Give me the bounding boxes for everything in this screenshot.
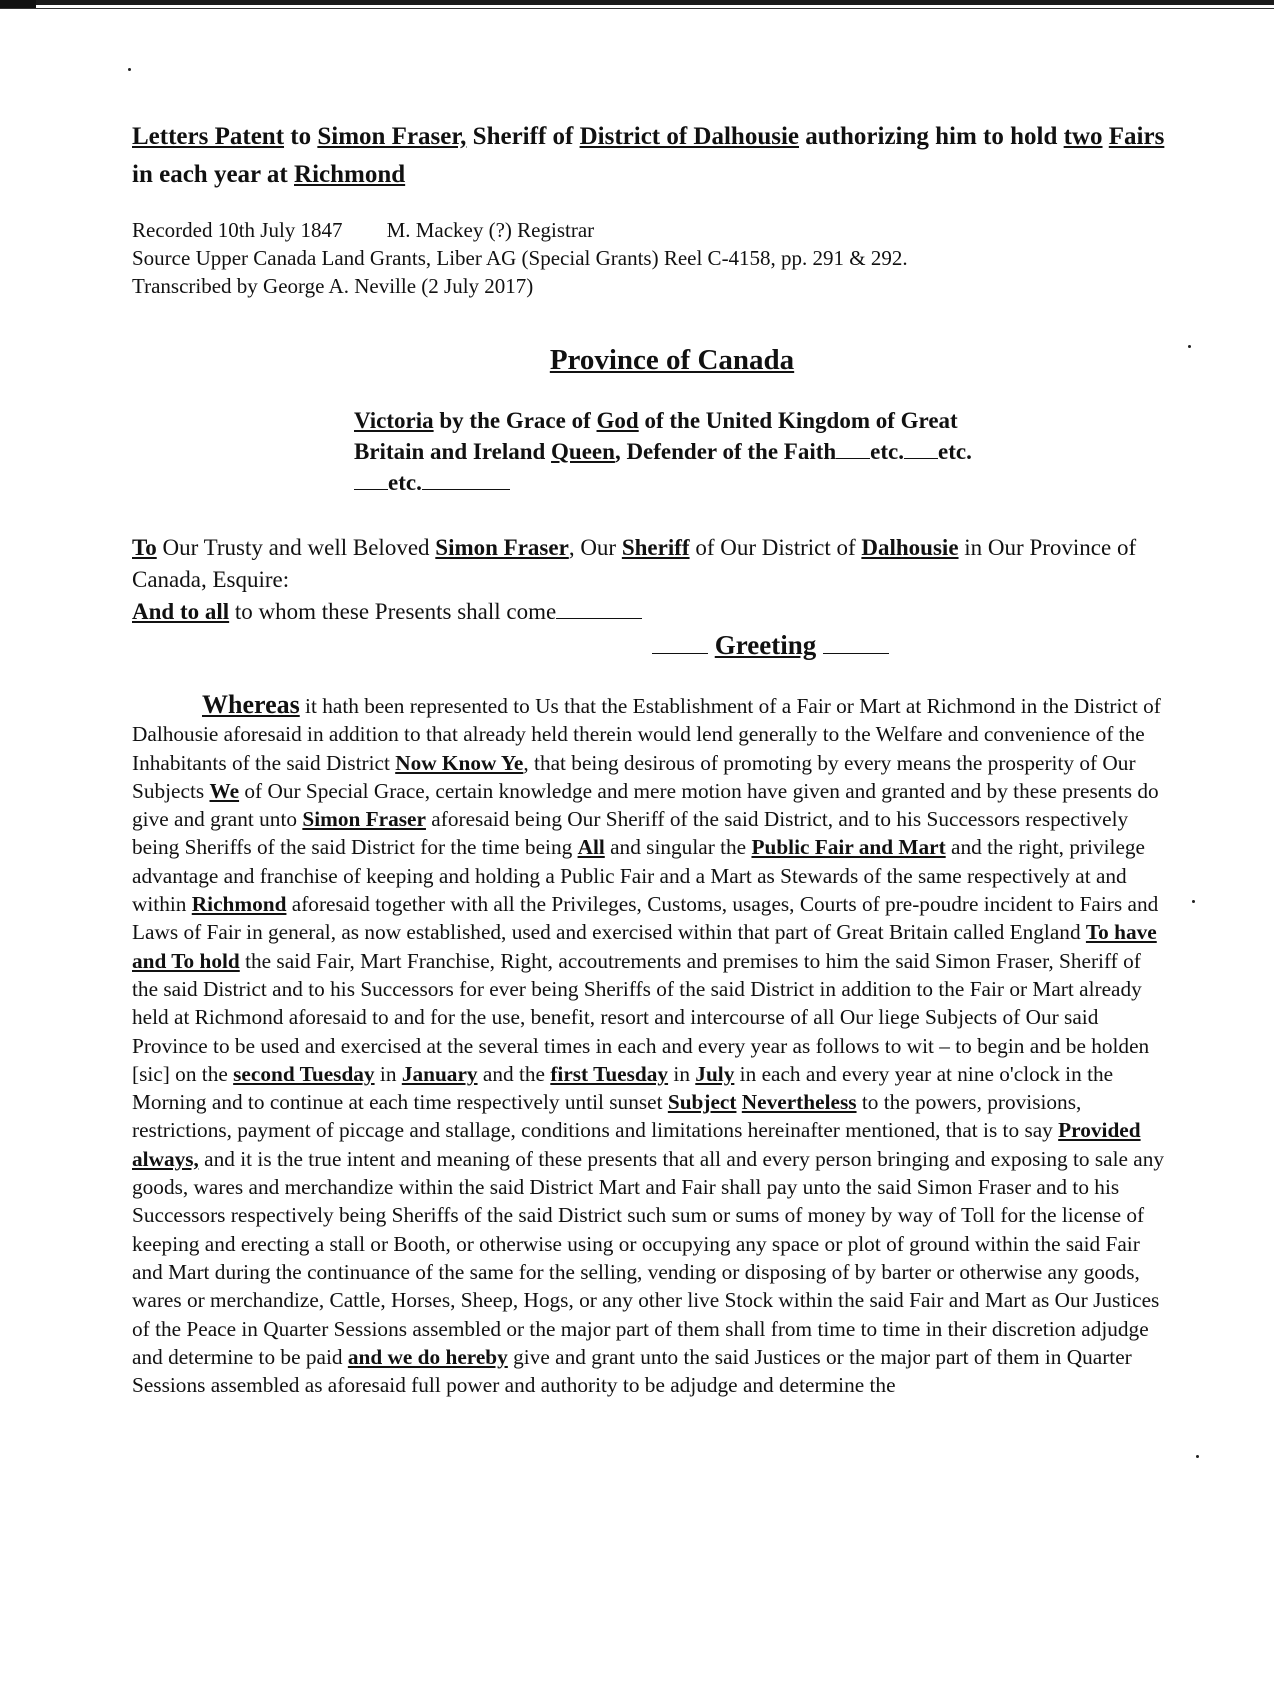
scan-corner-mark [0, 0, 36, 8]
body-emphasis: We [209, 778, 240, 803]
source-line: Source Upper Canada Land Grants, Liber AG (Special Grants) Reel C-4158, pp. 291 & 292. [132, 246, 908, 270]
body-text: and the [477, 1061, 551, 1086]
title-text: in each year at [132, 161, 295, 188]
title-text: to [284, 123, 318, 150]
document-title [132, 118, 1172, 194]
body-emphasis: Now Know Ye [395, 750, 524, 775]
registrar: M. Mackey (?) Registrar [386, 218, 595, 242]
body-emphasis: January [401, 1061, 478, 1086]
address-text: in Our Province of Canada, Esquire: [132, 535, 1137, 592]
body-emphasis: Provided always, [132, 1118, 1141, 1171]
title-text: Sheriff of [466, 123, 580, 150]
body-emphasis: Public Fair and Mart [751, 835, 946, 860]
title-term: two [1063, 123, 1103, 150]
scan-speck [1196, 1455, 1199, 1458]
province-heading: Province of Canada [549, 344, 795, 376]
address-term: Dalhousie [861, 535, 959, 560]
body-text: to the powers, provisions, restrictions, payment of piccage and stallage, conditions and limitations hereinafter mentioned, that is to say [132, 1090, 1082, 1143]
body-emphasis: Subject [667, 1090, 737, 1115]
body-text: and it is the true intent and meaning of these presents that all and every person bringing and exposing to sale any goods, wares and merchandize within the said District Mart and Fair shall pay unto the said Simon Fraser and to his Successors respectively being Sheriffs of the said District such sum or sums of money by way of Toll for the license of keeping and erecting a stall or Booth, or otherwise using or occupying any space or plot of ground within the said Fair and Mart during the continuance of the same for the selling, vending or disposing of by barter or otherwise any goods, wares or merchandize, Cattle, Horses, Sheep, Hogs, or any other live Stock within the said Fair and Mart as Our Justices of the Peace in Quarter Sessions assembled or the major part of them shall from time to time in their discretion adjudge and determine to be paid [132, 1146, 1165, 1369]
style-text: by the Grace of [433, 408, 597, 433]
transcriber-line: Transcribed by George A. Neville (2 July 2017) [132, 274, 534, 298]
body-text: of Our Special Grace, certain knowledge and mere motion have given and granted and by these presents do give and grant unto [132, 778, 1159, 832]
body-text: the said Fair, Mart Franchise, Right, accoutrements and premises to him the said Simon Fraser, Sheriff of the said District and to his Successors for ever being Sheriffs of the said District in addition to the Fair or Mart already held at Richmond aforesaid to and for the use, benefit, resort and intercourse of all Our liege Subjects of Our said Province to be used and exercised at the several times in each and every year as follows to wit – to begin and be holden [sic] on the [132, 948, 1150, 1086]
etc-text: etc. [388, 470, 422, 495]
body-text: aforesaid together with all the Privileges, Customs, usages, Courts of pre-poudre incident to Fairs and Laws of Fair in general, as now established, used and exercised within that part of Great Britain called England [132, 892, 1159, 945]
body-emphasis: Whereas [202, 690, 300, 719]
address-term: To [132, 535, 157, 560]
patent-body-text [132, 691, 1172, 1399]
body-emphasis: All [577, 835, 605, 860]
style-term: God [596, 408, 639, 433]
address-term: Sheriff [621, 535, 690, 560]
body-text: give and grant unto the said Justices or the major part of them in Quarter Sessions assembled as aforesaid full power and authority to be adjudge and determine the [132, 1344, 1132, 1398]
scan-speck [1188, 345, 1191, 348]
rule-blank [836, 457, 870, 459]
greeting-line [652, 630, 1172, 661]
body-text: in [668, 1061, 696, 1086]
salutation-address [132, 532, 1172, 628]
document-page [132, 118, 1172, 1399]
recorded-date: Recorded 10th July 1847 [132, 218, 343, 242]
style-text: , Defender of the Faith [614, 439, 837, 464]
title-term: Simon Fraser, [317, 123, 467, 150]
scan-top-edge [0, 0, 1274, 10]
body-emphasis: Nevertheless [741, 1090, 857, 1115]
body-emphasis: To have and To hold [132, 920, 1157, 973]
style-text: of the United Kingdom of Great Britain and Ireland [354, 408, 958, 464]
body-text: it hath been represented to Us that the Establishment of a Fair or Mart at Richmond in the District of Dalhousie aforesaid in addition to that already held therein would lend generally to the Welfare and convenience of the Inhabitants of the said District [132, 694, 1161, 775]
address-text: , Our [568, 535, 622, 560]
body-text: aforesaid being Our Sheriff of the said District, and to his Successors respectively being Sheriffs of the said District for the time being [132, 807, 1129, 860]
rule-blank [652, 652, 708, 654]
body-text: in [374, 1061, 402, 1086]
record-metadata [132, 216, 1172, 300]
title-text: authorizing him to hold [799, 123, 1064, 150]
body-text: in each and every year at nine o'clock in the Morning and to continue at each time respectively until sunset [132, 1061, 1114, 1115]
body-emphasis: first Tuesday [550, 1061, 669, 1086]
recorded-line [132, 216, 1172, 244]
scan-speck [128, 68, 131, 71]
body-text: and singular the [604, 835, 752, 860]
address-term: And to all [132, 599, 230, 624]
rule-blank [354, 488, 388, 490]
body-emphasis: and we do hereby [347, 1344, 508, 1369]
address-text: of Our District of [689, 535, 862, 560]
body-text: and the right, privilege advantage and franchise of keeping and holding a Public Fair and a Mart as Stewards of the same respectively at and within [132, 835, 1146, 917]
style-term: Victoria [354, 408, 434, 433]
rule-blank [904, 457, 938, 459]
rule-blank [556, 617, 642, 619]
scan-speck [1192, 900, 1195, 903]
royal-style [354, 405, 974, 498]
body-emphasis: second Tuesday [233, 1061, 375, 1086]
rule-blank [823, 652, 889, 654]
title-term: Richmond [294, 161, 406, 188]
body-text: , that being desirous of promoting by every means the prosperity of Our Subjects [132, 750, 1136, 803]
title-term: Letters Patent [132, 123, 285, 150]
body-emphasis: Richmond [191, 892, 287, 917]
title-term: District of Dalhousie [579, 123, 800, 150]
body-emphasis: July [695, 1061, 735, 1086]
address-text: to whom these Presents shall come [229, 599, 557, 624]
address-term: Simon Fraser [435, 535, 569, 560]
etc-text: etc. [938, 439, 972, 464]
etc-text: etc. [870, 439, 904, 464]
greeting: Greeting [714, 630, 817, 660]
title-term: Fairs [1108, 123, 1165, 150]
style-term: Queen [551, 439, 615, 464]
body-emphasis: Simon Fraser [302, 807, 426, 832]
address-text: Our Trusty and well Beloved [156, 535, 436, 560]
rule-blank [422, 488, 510, 490]
